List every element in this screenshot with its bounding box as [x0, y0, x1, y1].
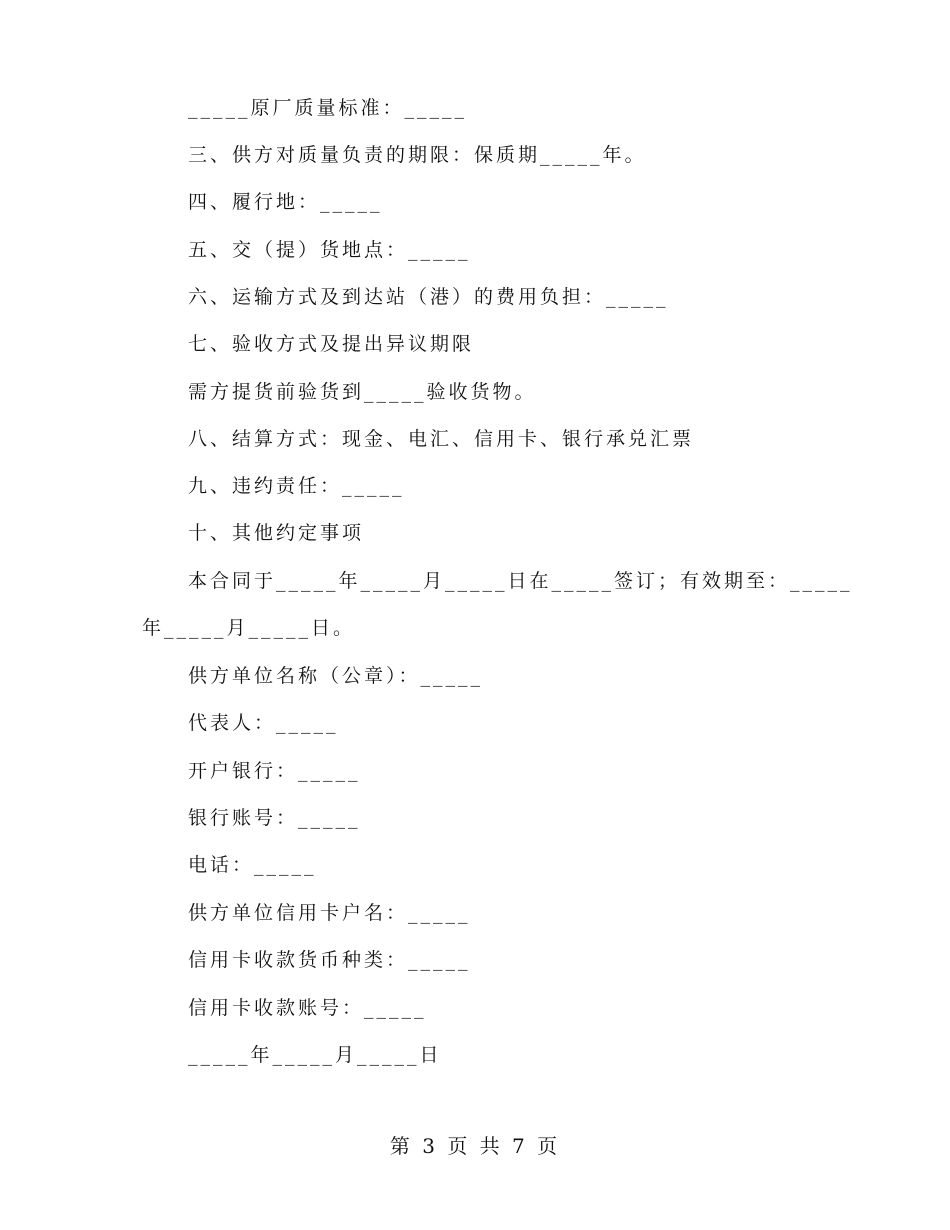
- text-line-bank: 开户银行：_____: [188, 760, 361, 782]
- text-line-warranty-period: 三、供方对质量负责的期限：保质期_____年。: [188, 144, 647, 166]
- text-line-contract-date: 本合同于_____年_____月_____日在_____签订；有效期至：_____: [188, 570, 853, 592]
- text-line-representative: 代表人：_____: [188, 712, 339, 734]
- text-line-card-account: 信用卡收款账号：_____: [188, 997, 427, 1019]
- text-line-settlement-method: 八、结算方式：现金、电汇、信用卡、银行承兑汇票: [188, 428, 695, 450]
- text-line-quality-standard: _____原厂质量标准：_____: [188, 97, 468, 119]
- text-line-contract-date-cont: 年_____月_____日。: [142, 617, 356, 639]
- text-line-performance-place: 四、履行地：_____: [188, 191, 383, 213]
- text-line-bank-account: 银行账号：_____: [188, 807, 361, 829]
- text-line-delivery-location: 五、交（提）货地点：_____: [188, 239, 471, 261]
- text-line-inspection-heading: 七、验收方式及提出异议期限: [188, 333, 475, 355]
- text-line-card-currency: 信用卡收款货币种类：_____: [188, 949, 471, 971]
- text-line-supplier-name: 供方单位名称（公章）：_____: [188, 665, 484, 687]
- text-line-other-matters: 十、其他约定事项: [188, 522, 365, 544]
- page-number: 第 3 页 共 7 页: [389, 1134, 561, 1158]
- text-line-card-holder: 供方单位信用卡户名：_____: [188, 902, 471, 924]
- text-line-phone: 电话：_____: [188, 854, 317, 876]
- text-line-sign-date: _____年_____月_____日: [188, 1044, 442, 1066]
- text-line-transport-cost: 六、运输方式及到达站（港）的费用负担：_____: [188, 286, 669, 308]
- text-line-inspection-detail: 需方提货前验货到_____验收货物。: [188, 381, 537, 403]
- text-line-liability: 九、违约责任：_____: [188, 475, 405, 497]
